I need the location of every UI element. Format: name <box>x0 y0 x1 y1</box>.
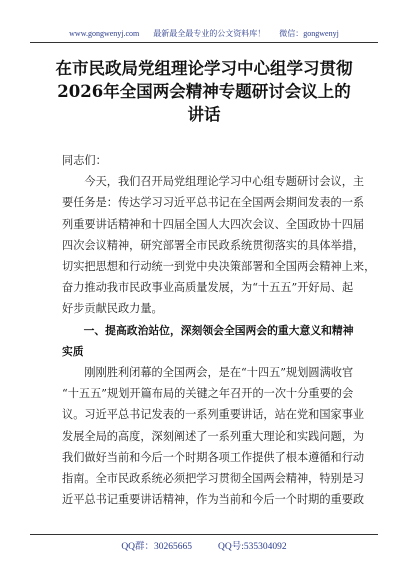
qq-group: QQ群：30265665 <box>121 542 193 552</box>
text-line: “十五五”规划开篇布局的关键之年召开的一次十分重要的会 <box>62 387 354 401</box>
site-slogan: 最新最全最专业的公文资料库！ <box>153 29 266 38</box>
site-url: www.gongwenyj.com <box>69 29 140 38</box>
heading-line: 一、提高政治站位，深刻领会全国两会的重大意义和精神 <box>83 323 354 337</box>
text-line: 议。习近平总书记发表的一系列重要讲话，站在党和国家事业 <box>62 408 365 422</box>
header-divider <box>30 42 378 43</box>
text-line: 我们做好当前和今后一个时期各项工作提供了根本遵循和行动 <box>62 450 365 464</box>
text-line: 要任务是：传达学习习近平总书记在全国两会期间发表的一系 <box>62 196 365 210</box>
text-line: 四次会议精神，研究部署全市民政系统贯彻落实的具体举措， <box>62 238 365 252</box>
qq-number: QQ号:535304092 <box>218 542 287 552</box>
text-line: 奋力推动我市民政事业高质量发展，为“十五五”开好局、起 <box>62 281 354 295</box>
text-line: 指南。全市民政系统必须把学习贯彻全国两会精神，特别是习 <box>62 472 365 486</box>
document-body <box>62 150 376 510</box>
title-line-3: 讲话 <box>187 105 221 124</box>
text-line: 刚刚胜利闭幕的全国两会，是在“十四五”规划圆满收官 <box>84 366 354 380</box>
page-header <box>0 28 408 39</box>
paragraph-intro <box>62 171 376 319</box>
text-line: 好步贡献民政力量。 <box>62 302 163 316</box>
text-line: 发展全局的高度，深刻阐述了一系列重大理论和实践问题，为 <box>62 429 365 443</box>
text-line: 切实把思想和行动统一到党中央决策部署和全国两会精神上来， <box>62 260 376 274</box>
salutation: 同志们： <box>62 154 107 167</box>
document-title <box>40 57 368 126</box>
wechat-id: 微信：gongwenyj <box>279 29 339 38</box>
title-line-2: 2026年全国两会精神专题研讨会议上的 <box>57 82 351 101</box>
text-line: 近平总书记重要讲话精神，作为当前和今后一个时期的重要政 <box>62 493 365 507</box>
section-heading-1 <box>62 320 356 362</box>
text-line: 今天，我们召开局党组理论学习中心组专题研讨会议，主 <box>84 175 365 189</box>
text-line: 列重要讲话精神和十四届全国人大四次会议、全国政协十四届 <box>62 217 365 231</box>
page-footer <box>0 538 408 552</box>
paragraph-section-1 <box>62 362 365 510</box>
title-line-1: 在市民政局党组理论学习中心组学习贯彻 <box>55 59 353 78</box>
footer-divider <box>30 534 378 535</box>
heading-line: 实质 <box>62 344 84 358</box>
